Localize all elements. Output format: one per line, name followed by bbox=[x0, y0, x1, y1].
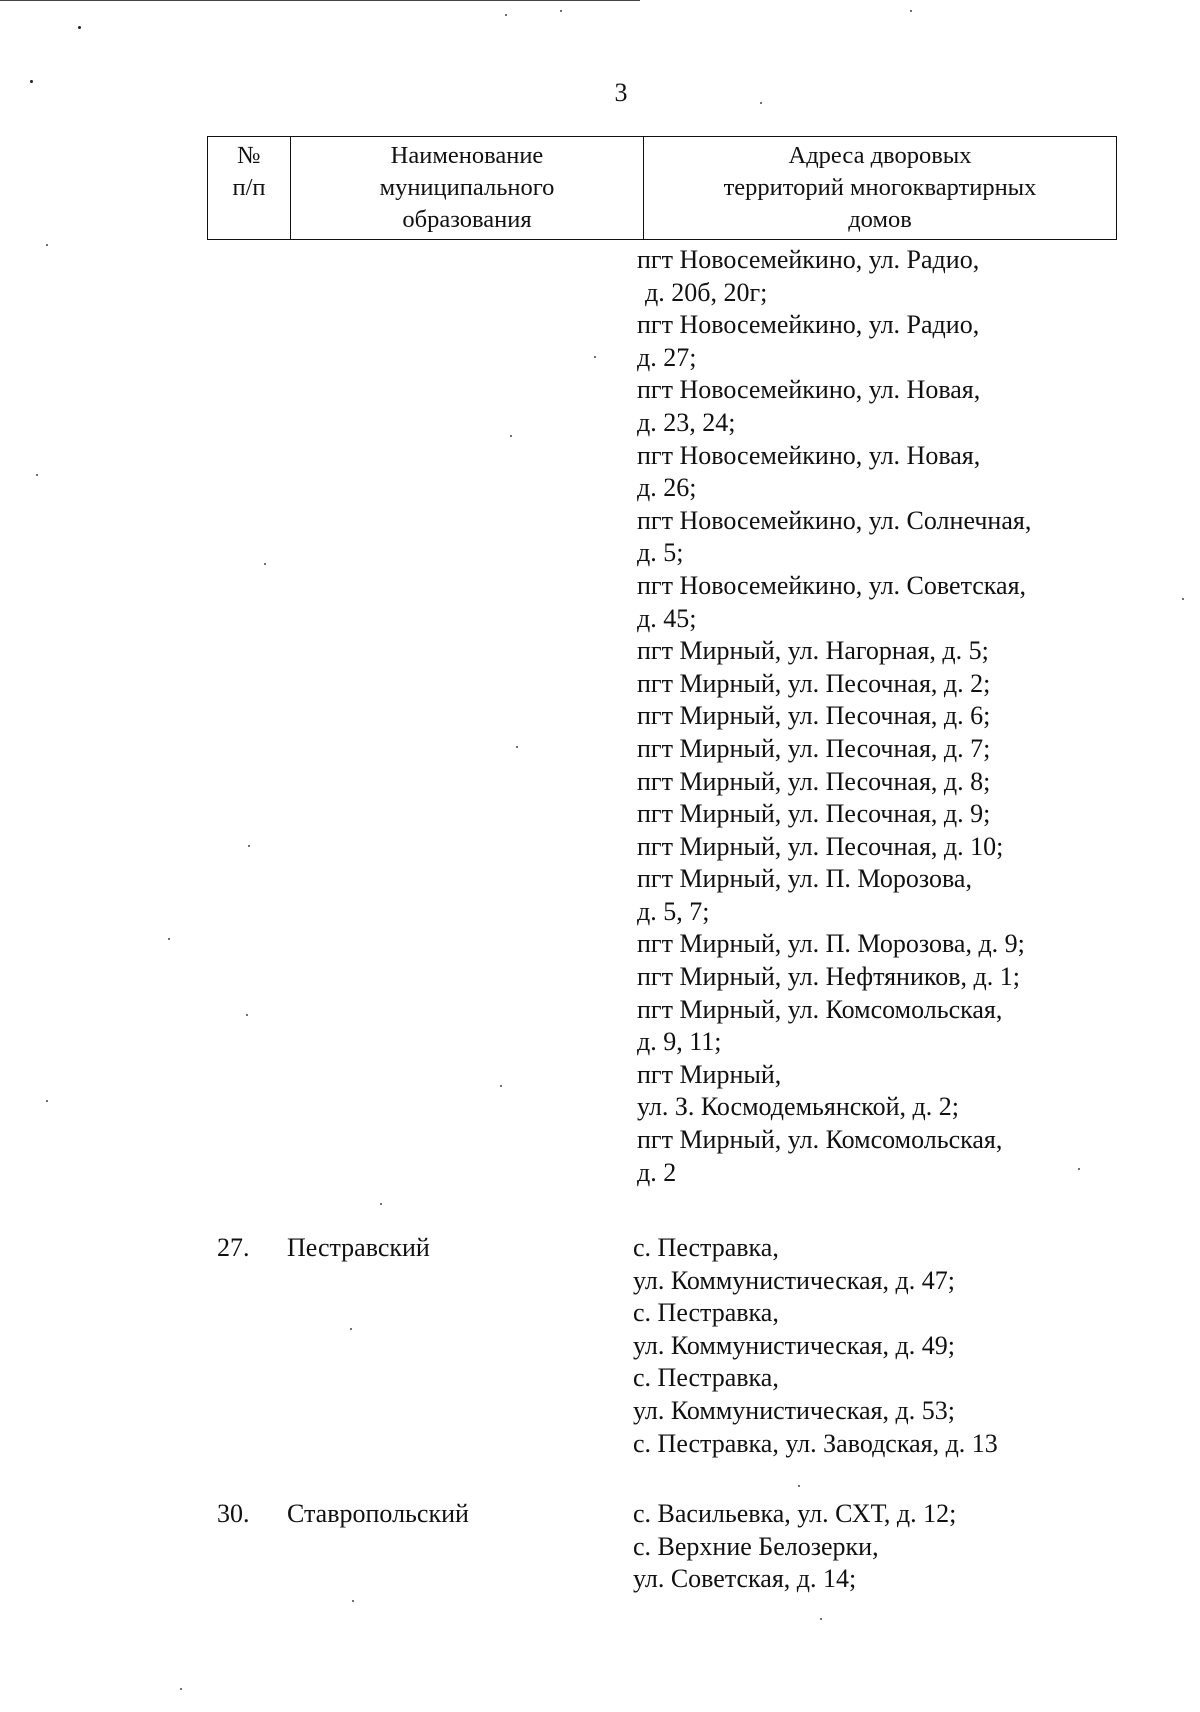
scan-speck bbox=[30, 80, 33, 83]
scan-speck bbox=[264, 563, 266, 565]
header-name-line: Наименование bbox=[390, 142, 544, 169]
row-number: 30. bbox=[217, 1499, 250, 1528]
address-line: пгт Мирный, bbox=[637, 1059, 782, 1089]
address-line: ул. Коммунистическая, д. 53; bbox=[633, 1395, 955, 1425]
address-line: ул. Коммунистическая, д. 49; bbox=[633, 1330, 955, 1360]
address-line: д. 9, 11; bbox=[637, 1027, 722, 1057]
address-line: пгт Мирный, ул. Песочная, д. 10; bbox=[637, 831, 1004, 861]
scan-speck bbox=[500, 1085, 502, 1087]
address-line: ул. Советская, д. 14; bbox=[633, 1564, 857, 1594]
address-line: с. Пестравка, bbox=[633, 1233, 779, 1262]
scan-speck bbox=[820, 1618, 822, 1620]
address-line: д. 26; bbox=[637, 473, 697, 503]
table-header bbox=[207, 136, 1117, 240]
address-line: пгт Новосемейкино, ул. Новая, bbox=[637, 440, 981, 470]
address-line: д. 27; bbox=[637, 342, 697, 372]
header-address-line: территорий многоквартирных bbox=[723, 174, 1037, 201]
scan-speck bbox=[516, 746, 518, 748]
header-name-cell bbox=[291, 137, 644, 240]
address-line: д. 5, 7; bbox=[637, 896, 710, 926]
page-number: 3 bbox=[614, 78, 628, 107]
address-line: с. Верхние Белозерки, bbox=[633, 1531, 879, 1561]
scan-top-edge bbox=[0, 0, 640, 1]
header-number-line: № bbox=[237, 142, 261, 169]
address-line: пгт Мирный, ул. Комсомольская, bbox=[637, 1125, 1003, 1155]
address-line: ул. Коммунистическая, д. 47; bbox=[633, 1265, 955, 1295]
scan-speck bbox=[560, 10, 562, 12]
address-line: пгт Мирный, ул. Нагорная, д. 5; bbox=[637, 636, 989, 666]
address-line: д. 23, 24; bbox=[637, 407, 736, 437]
scan-speck bbox=[46, 244, 48, 246]
address-line: пгт Новосемейкино, ул. Советская, bbox=[637, 570, 1027, 600]
scan-speck bbox=[910, 10, 912, 12]
scan-speck bbox=[798, 1485, 800, 1487]
row-number: 27. bbox=[217, 1233, 250, 1262]
address-line: пгт Новосемейкино, ул. Солнечная, bbox=[637, 505, 1032, 535]
scan-speck bbox=[46, 1100, 48, 1102]
address-line: с. Пестравка, ул. Заводская, д. 13 bbox=[633, 1428, 998, 1458]
address-line: пгт Мирный, ул. П. Морозова, д. 9; bbox=[637, 929, 1025, 959]
header-address-cell bbox=[644, 137, 1117, 240]
header-address-line: домов bbox=[848, 206, 912, 233]
scan-speck bbox=[352, 1600, 354, 1602]
scan-speck bbox=[180, 1688, 182, 1690]
address-line: ул. З. Космодемьянской, д. 2; bbox=[637, 1092, 959, 1122]
address-line: д. 20б, 20г; bbox=[645, 277, 768, 307]
row-address-list bbox=[633, 1498, 956, 1596]
address-line: с. Васильевка, ул. СХТ, д. 12; bbox=[633, 1499, 957, 1528]
address-line: пгт Новосемейкино, ул. Новая, bbox=[637, 375, 981, 405]
scan-speck bbox=[78, 26, 81, 29]
address-line: пгт Мирный, ул. Песочная, д. 9; bbox=[637, 799, 991, 829]
address-line: пгт Мирный, ул. Комсомольская, bbox=[637, 994, 1003, 1024]
scan-speck bbox=[246, 1014, 248, 1016]
header-name-line: муниципального bbox=[379, 174, 555, 201]
scan-speck bbox=[1078, 1168, 1080, 1170]
header-number-line: п/п bbox=[232, 174, 266, 201]
address-line: с. Пестравка, bbox=[633, 1363, 779, 1393]
scan-speck bbox=[248, 845, 250, 847]
address-line: д. 2 bbox=[637, 1157, 677, 1187]
scan-speck bbox=[380, 1203, 382, 1205]
address-line: пгт Мирный, ул. Песочная, д. 8; bbox=[637, 766, 991, 796]
scan-speck bbox=[510, 435, 512, 437]
continued-address-list bbox=[637, 244, 1031, 1189]
address-line: пгт Мирный, ул. Песочная, д. 6; bbox=[637, 701, 991, 731]
header-number-cell bbox=[208, 137, 291, 240]
address-line: пгт Мирный, ул. Песочная, д. 2; bbox=[637, 668, 991, 698]
header-name-line: образования bbox=[402, 206, 532, 233]
municipality-name: Пестравский bbox=[287, 1233, 430, 1262]
scan-speck bbox=[760, 102, 762, 104]
address-line: пгт Новосемейкино, ул. Радио, bbox=[637, 245, 980, 274]
address-line: пгт Мирный, ул. Нефтяников, д. 1; bbox=[637, 962, 1020, 992]
scan-speck bbox=[1182, 598, 1184, 600]
header-address-line: Адреса дворовых bbox=[788, 142, 972, 169]
municipality-name: Ставропольский bbox=[287, 1499, 469, 1528]
address-line: с. Пестравка, bbox=[633, 1298, 779, 1328]
address-line: д. 5; bbox=[637, 538, 684, 568]
scan-speck bbox=[36, 474, 38, 476]
scan-speck bbox=[505, 14, 507, 16]
address-line: д. 45; bbox=[637, 603, 697, 633]
scan-speck bbox=[594, 356, 596, 358]
row-address-list bbox=[633, 1232, 998, 1460]
scan-speck bbox=[168, 938, 170, 940]
address-line: пгт Новосемейкино, ул. Радио, bbox=[637, 310, 980, 340]
address-line: пгт Мирный, ул. П. Морозова, bbox=[637, 864, 972, 894]
scan-speck bbox=[350, 1328, 352, 1330]
address-line: пгт Мирный, ул. Песочная, д. 7; bbox=[637, 733, 991, 763]
